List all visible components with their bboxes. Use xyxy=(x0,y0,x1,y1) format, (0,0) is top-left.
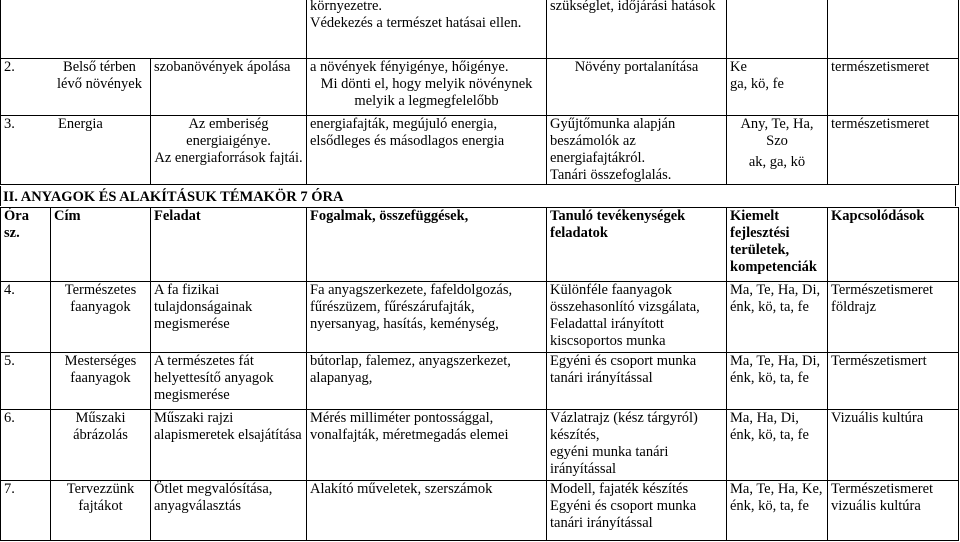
row-connections: Vizuális kultúra xyxy=(828,410,959,481)
row-competencies xyxy=(727,116,828,185)
table-row xyxy=(1,353,959,410)
header-connections: Kapcsolódások xyxy=(828,208,959,282)
table-row xyxy=(1,116,959,185)
row-title: Természetes faanyagok xyxy=(51,282,151,353)
header-title: Cím xyxy=(51,208,151,282)
row-place-cell xyxy=(1,116,151,185)
row-connections: Természetismeret vizuális kultúra xyxy=(828,481,959,541)
competencies-main: Any, Te, Ha, Szo xyxy=(740,116,814,149)
row-student: Egyéni és csoport munka tanári irányítással xyxy=(547,353,727,410)
row-connections: Természetismeret földrajz xyxy=(828,282,959,353)
row-place-cell xyxy=(1,59,151,116)
row-title: Műszaki ábrázolás xyxy=(51,410,151,481)
concepts-question: Mi dönti el, hogy melyik növénynek melyik a legmegfelelőbb xyxy=(320,76,533,109)
previous-topic-table xyxy=(0,0,959,185)
header-student: Tanuló tevékenységek feladatok xyxy=(547,208,727,282)
row-competencies: Ma, Te, Ha, Ke, énk, kö, ta, fe xyxy=(727,481,828,541)
row-competencies: Ma, Ha, Di, énk, kö, ta, fe xyxy=(727,410,828,481)
row-place xyxy=(1,0,307,59)
row-concepts: energiafajták, megújuló energia, elsődleges és másodlagos energia xyxy=(307,116,547,185)
topic-table xyxy=(0,207,959,541)
row-concepts: bútorlap, falemez, anyagszerkezet, alapanyag, xyxy=(307,353,547,410)
row-concepts xyxy=(307,59,547,116)
row-concepts: Mérés milliméter pontossággal, vonalfajták, méretmegadás elemei xyxy=(307,410,547,481)
header-task: Feladat xyxy=(151,208,307,282)
row-connections: természetismeret xyxy=(828,116,959,185)
row-competencies xyxy=(828,0,959,59)
row-task: A természetes fát helyettesítő anyagok megismerése xyxy=(151,353,307,410)
row-title: Mesterséges faanyagok xyxy=(51,353,151,410)
section-title: II. ANYAGOK ÉS ALAKÍTÁSUK TÉMAKÖR 7 ÓRA xyxy=(0,186,956,206)
table-header-row xyxy=(1,208,959,282)
row-activity: Gyűjtőmunka alapján beszámolók az energiafajtákról. Tanári összefoglalás. xyxy=(547,116,727,185)
row-place: Belső térben lévő növények xyxy=(57,59,142,92)
row-number: 3. xyxy=(4,116,15,132)
table-row xyxy=(1,282,959,353)
row-hour: 6. xyxy=(1,410,51,481)
row-student: Modell, fajaték készítés Egyéni és csoport munka tanári irányítással xyxy=(547,481,727,541)
header-hour: Óra sz. xyxy=(1,208,51,282)
row-student: Vázlatrajz (kész tárgyról) készítés, egyéni munka tanári irányítással xyxy=(547,410,727,481)
row-task: Műszaki rajzi alapismeretek elsajátítása xyxy=(151,410,307,481)
row-connections: természetismeret xyxy=(828,59,959,116)
row-title: Tervezzünk fajtákot xyxy=(51,481,151,541)
row-task: Ötlet megvalósítása, anyagválasztás xyxy=(151,481,307,541)
row-topic: környezetre. Védekezés a természet hatásai ellen. xyxy=(307,0,547,59)
competencies-sub: ak, ga, kö xyxy=(748,154,806,170)
row-competencies: Ma, Te, Ha, Di, énk, kö, ta, fe xyxy=(727,282,828,353)
row-place: Energia xyxy=(58,116,103,132)
row-competencies: Ma, Te, Ha, Di, énk, kö, ta, fe xyxy=(727,353,828,410)
row-hour: 4. xyxy=(1,282,51,353)
header-competencies: Kiemelt fejlesztési területek, kompetenciák xyxy=(727,208,828,282)
row-student: Különféle faanyagok összehasonlító vizsgálata, Feladattal irányított kiscsoportos munka xyxy=(547,282,727,353)
row-task: A fa fizikai tulajdonságainak megismerése xyxy=(151,282,307,353)
row-hour: 7. xyxy=(1,481,51,541)
table-row xyxy=(1,410,959,481)
row-number: 2. xyxy=(4,59,15,75)
table-row xyxy=(1,59,959,116)
row-concepts: Fa anyagszerkezete, fafeldolgozás, fűrészüzem, fűrészárufajták, nyersanyag, hasítás, keménység, xyxy=(307,282,547,353)
row-activity: Növény portalanítása xyxy=(547,59,727,116)
row-connections: Természetismert xyxy=(828,353,959,410)
row-topic: Az emberiség energiaigénye. Az energiaforrások fajtái. xyxy=(151,116,307,185)
row-competencies: Ke ga, kö, fe xyxy=(727,59,828,116)
row-hour: 5. xyxy=(1,353,51,410)
table-row xyxy=(1,481,959,541)
header-concepts: Fogalmak, összefüggések, xyxy=(307,208,547,282)
row-concepts: Alakító műveletek, szerszámok xyxy=(307,481,547,541)
row-activity xyxy=(727,0,828,59)
row-topic: szobanövények ápolása xyxy=(151,59,307,116)
concepts-line: a növények fényigénye, hőigénye. xyxy=(310,59,509,75)
table-row xyxy=(1,0,959,59)
row-concepts: szükséglet, időjárási hatások xyxy=(547,0,727,59)
